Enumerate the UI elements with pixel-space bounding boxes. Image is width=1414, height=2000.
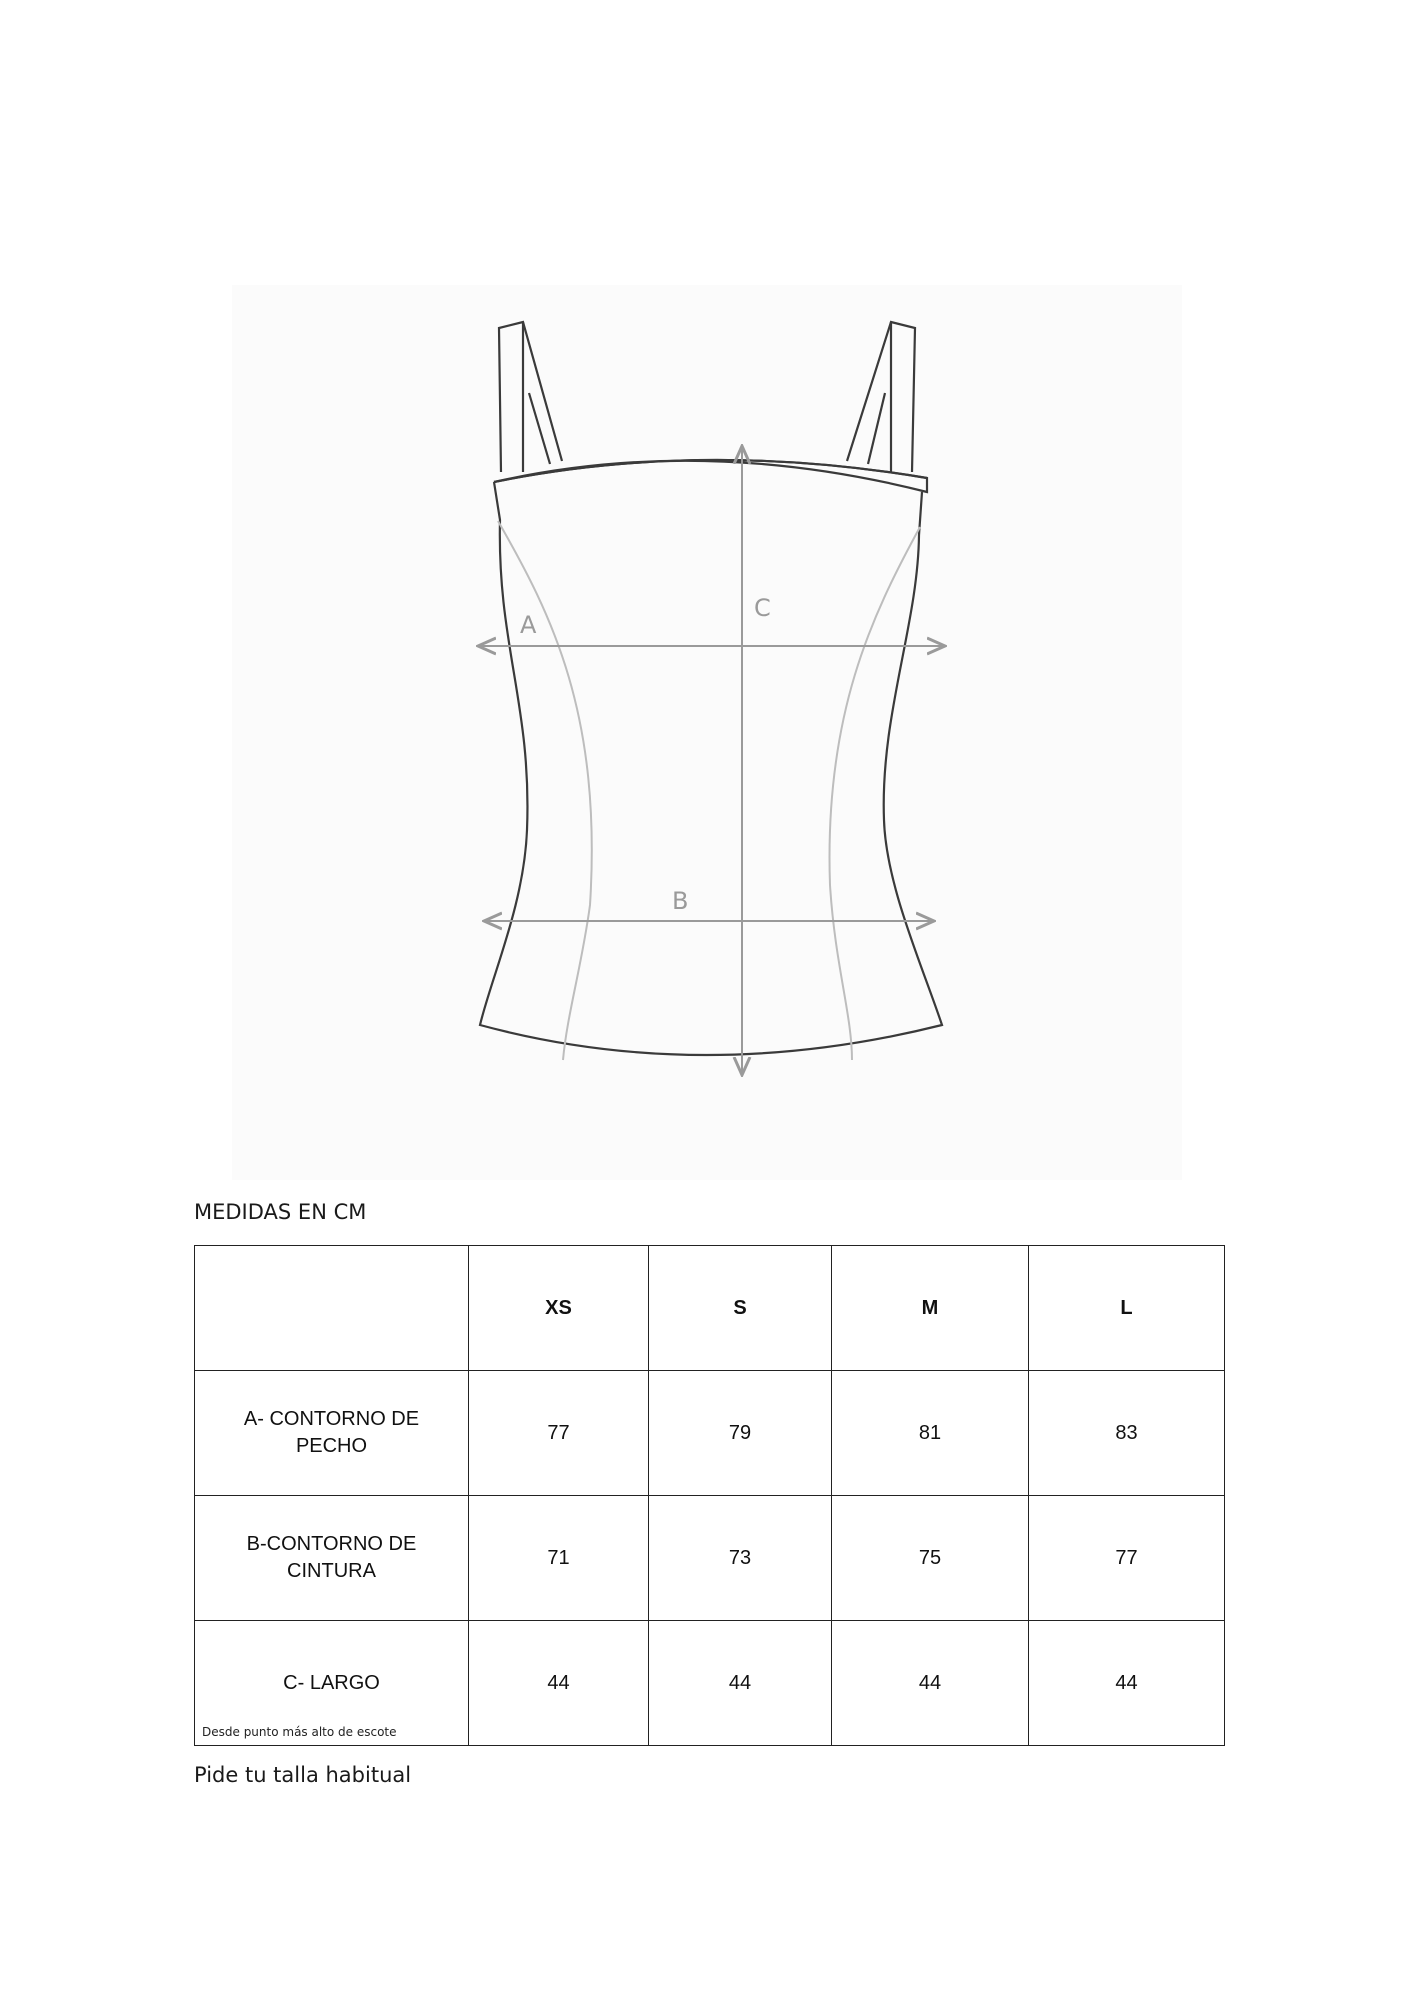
garment-diagram xyxy=(232,285,1182,1180)
label-b: B xyxy=(672,887,689,915)
row-label-cell xyxy=(195,1621,469,1746)
row-label: B-CONTORNO DE CINTURA xyxy=(246,1533,417,1582)
table-cell: 77 xyxy=(1029,1496,1225,1621)
table-cell: 44 xyxy=(649,1621,832,1746)
table-cell: 79 xyxy=(649,1371,832,1496)
label-c: C xyxy=(754,594,771,622)
table-row xyxy=(195,1621,1225,1746)
header-cell-xs: XS xyxy=(469,1246,649,1371)
table-row xyxy=(195,1371,1225,1496)
header-cell-l: L xyxy=(1029,1246,1225,1371)
left-strap xyxy=(499,322,562,472)
row-label: A- CONTORNO DE PECHO xyxy=(243,1408,420,1457)
table-cell: 44 xyxy=(469,1621,649,1746)
neckline-band xyxy=(494,460,927,492)
table-cell: 44 xyxy=(832,1621,1029,1746)
garment-diagram-svg xyxy=(232,285,1182,1180)
left-seam xyxy=(498,521,592,1060)
header-cell-m: M xyxy=(832,1246,1029,1371)
table-cell: 75 xyxy=(832,1496,1029,1621)
right-seam xyxy=(829,527,920,1060)
table-cell: 81 xyxy=(832,1371,1029,1496)
row-label-cell xyxy=(195,1371,469,1496)
header-cell-s: S xyxy=(649,1246,832,1371)
section-title: MEDIDAS EN CM xyxy=(194,1200,367,1224)
table-header-row xyxy=(195,1246,1225,1371)
row-note: Desde punto más alto de escote xyxy=(202,1725,397,1739)
table-row xyxy=(195,1496,1225,1621)
table-cell: 73 xyxy=(649,1496,832,1621)
size-table xyxy=(194,1245,1225,1746)
row-label-cell xyxy=(195,1496,469,1621)
label-a: A xyxy=(520,611,537,639)
table-cell: 83 xyxy=(1029,1371,1225,1496)
table-cell: 44 xyxy=(1029,1621,1225,1746)
footer-note: Pide tu talla habitual xyxy=(194,1763,412,1787)
garment-outline xyxy=(480,482,942,1055)
row-label: C- LARGO xyxy=(283,1671,380,1694)
right-strap xyxy=(847,322,915,472)
table-cell: 77 xyxy=(469,1371,649,1496)
table-cell: 71 xyxy=(469,1496,649,1621)
header-cell-empty xyxy=(195,1246,469,1371)
